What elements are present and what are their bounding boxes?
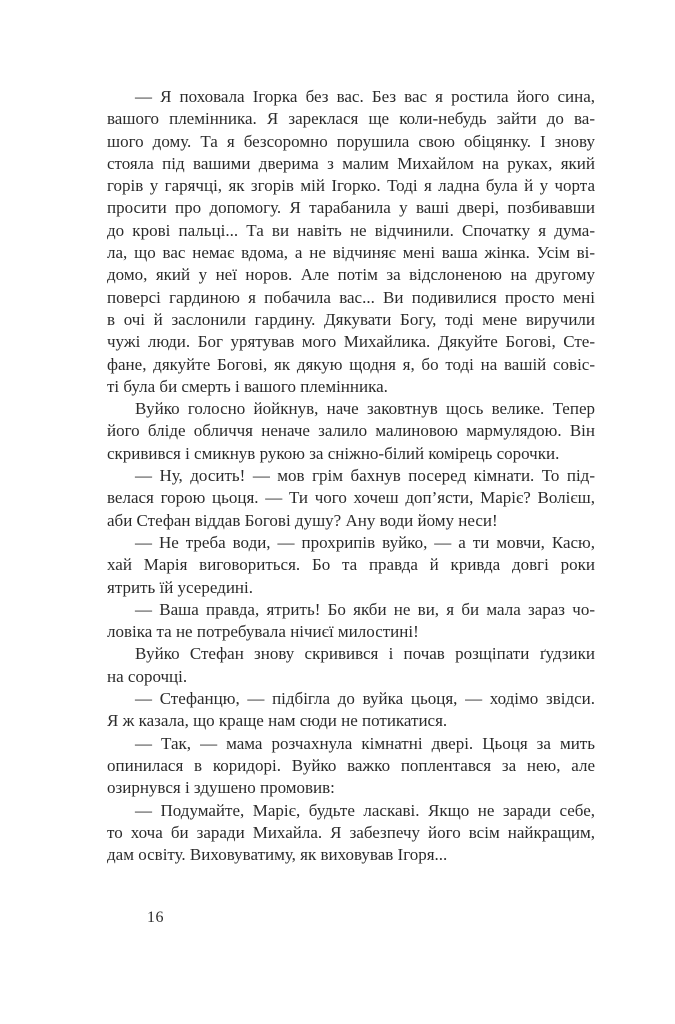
text-line: ті була би смерть і вашого племінника.	[107, 376, 388, 396]
text-line: опинилася в коридорі. Вуйко важко поплентався за нею, але	[107, 755, 595, 775]
text-line: Я ж казала, що краще нам сюди не потикатися.	[107, 711, 448, 731]
text-line: — Я поховала Ігорка без вас. Без вас я ростила його сина,	[135, 87, 595, 106]
text-line: — Подумайте, Маріє, будьте ласкаві. Якщо не заради себе,	[135, 800, 595, 820]
text-line: ятрить їй усередині.	[107, 577, 253, 597]
text-line: — Ваша правда, ятрить! Бо якби не ви, я би мала зараз чо-	[135, 599, 595, 619]
text-line: — Ну, досить! — мов грім бахнув посеред кімнати. То під-	[135, 466, 595, 486]
text-line: то хоча би заради Михайла. Я забезпечу його всім найкращим,	[107, 822, 595, 842]
text-line: аби Стефан віддав Богові душу? Ану води йому неси!	[107, 510, 498, 530]
paragraph	[107, 733, 595, 800]
text-line: фане, дякуйте Богові, як дякую щодня я, бо тоді на вашій совіс-	[107, 354, 595, 374]
text-line: дам освіту. Виховуватиму, як виховував Ігоря...	[107, 845, 448, 865]
text-line: горів у гарячці, як згорів мій Ігорко. Тоді я ладна була й у чорта	[107, 176, 595, 196]
text-line: озирнувся і здушено промовив:	[107, 778, 335, 798]
text-line: стояла під вашими дверима з малим Михайлом на руках, який	[107, 153, 595, 173]
text-line: на сорочці.	[107, 666, 188, 686]
text-line: ловіка та не потребувала нічиєї милостині!	[107, 622, 419, 642]
paragraph	[107, 688, 595, 733]
text-line: ла, що вас немає вдома, а не відчиняє мені ваша жінка. Усім ві-	[107, 243, 595, 263]
page-number: 16	[147, 909, 164, 926]
paragraph	[107, 398, 595, 465]
text-line: чужі люди. Бог урятував мого Михайлика. Дякуйте Богові, Сте-	[107, 332, 595, 352]
text-line: — Не треба води, — прохрипів вуйко, — а ти мовчи, Касю,	[135, 532, 595, 552]
text-line: — Стефанцю, — підбігла до вуйка цьоця, — ходімо звідси.	[135, 689, 595, 709]
paragraph	[107, 800, 595, 867]
text-line: просити про допомогу. Я тарабанила у ваші двері, позбивавши	[107, 198, 595, 218]
text-line: велася горою цьоця. — Ти чого хочеш доп’ясти, Маріє? Волієш,	[107, 488, 595, 508]
text-line: Вуйко Стефан знову скривився і почав розщіпати ґудзики	[135, 644, 595, 664]
text-line: домо, який у неї норов. Але потім за відслоненою на другому	[107, 265, 595, 285]
text-line: — Так, — мама розчахнула кімнатні двері. Цьоця за мить	[135, 733, 595, 753]
text-line: поверсі гардиною я побачила вас... Ви подивилися просто мені	[107, 287, 595, 307]
paragraph	[107, 86, 595, 398]
paragraph	[107, 599, 595, 644]
text-line: скривився і смикнув рукою за сніжно-білий комірець сорочки.	[107, 443, 560, 463]
paragraph	[107, 643, 595, 688]
text-line: до крові пальці... Та ви навіть не відчинили. Спочатку я дума-	[107, 220, 595, 240]
text-line: шого дому. Та я безсоромно порушила свою обіцянку. І знову	[107, 131, 595, 151]
text-line: хай Марія виговориться. Бо та правда й кривда довгі роки	[107, 555, 595, 575]
text-line: в очі й заслонили гардину. Дякувати Богу, тоді мене виручили	[107, 309, 595, 329]
body-text	[107, 86, 595, 866]
paragraph	[107, 532, 595, 599]
text-line: Вуйко голосно йойкнув, наче заковтнув щось велике. Тепер	[135, 399, 595, 419]
text-line: його бліде обличчя неначе залило малиновою мармулядою. Він	[107, 421, 595, 441]
text-line: вашого племінника. Я зареклася ще коли-небудь зайти до ва-	[107, 109, 595, 129]
paragraph	[107, 465, 595, 532]
